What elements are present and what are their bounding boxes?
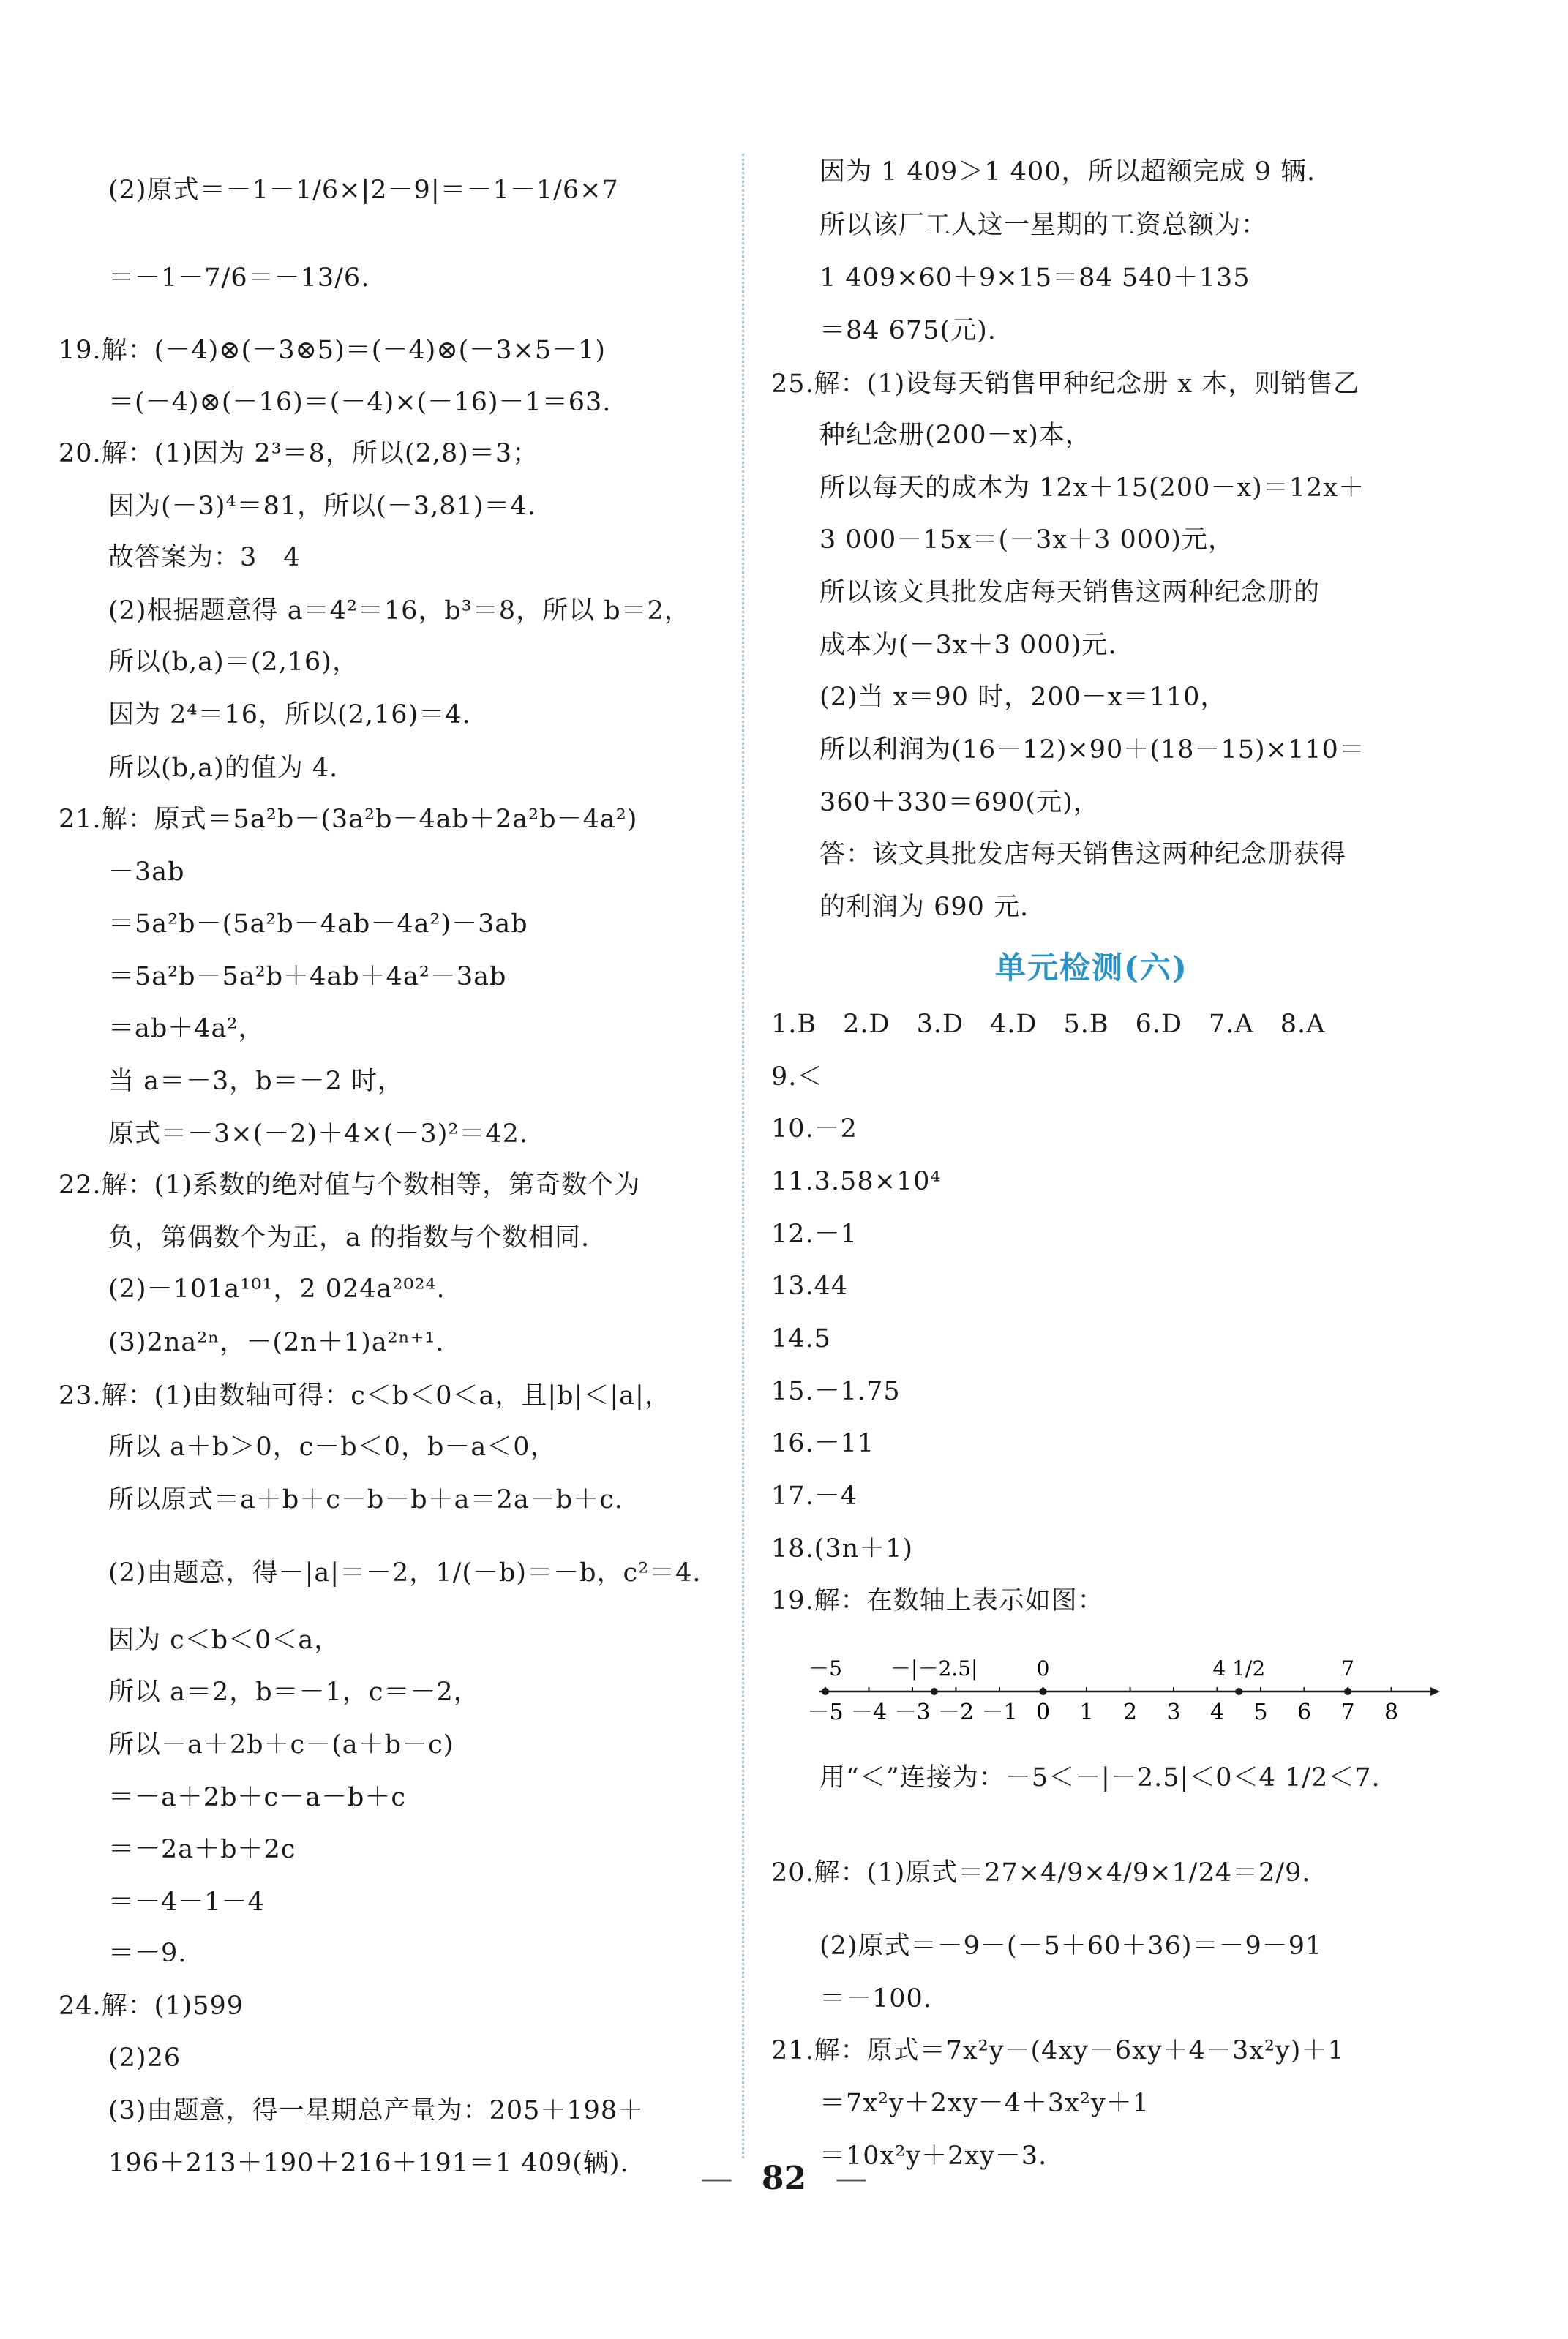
number-line-tick-label: 8: [1384, 1700, 1399, 1725]
answer-line: 因为 2⁴＝16，所以(2,16)＝4.: [108, 700, 471, 729]
answer-line: 所以 a＝2，b＝－1，c＝－2，: [108, 1678, 480, 1707]
answer-line: ＝－a＋2b＋c－a－b＋c: [108, 1783, 407, 1812]
number-line-point-label: 4 1/2: [1212, 1656, 1266, 1681]
answer-line: 12.－1: [771, 1220, 858, 1249]
number-line-point: [1235, 1688, 1242, 1695]
answer-line: 3 000－15x＝(－3x＋3 000)元，: [819, 525, 1234, 555]
answer-line: 当 a＝－3，b＝－2 时，: [108, 1067, 405, 1096]
answer-line: 所以(b,a)的值为 4.: [108, 754, 339, 783]
answer-line: 因为(－3)⁴＝81，所以(－3,81)＝4.: [108, 492, 536, 521]
answer-line: 所以每天的成本为 12x＋15(200－x)＝12x＋: [819, 473, 1365, 503]
answer-line: 20.解：(1)因为 2³＝8，所以(2,8)＝3；: [59, 439, 539, 468]
number-line-figure: [807, 1646, 1441, 1741]
answer-line: 17.－4: [771, 1482, 858, 1511]
number-line-tick-label: －3: [894, 1700, 931, 1725]
answer-line: 16.－11: [771, 1429, 875, 1458]
number-line-tick-label: －5: [807, 1700, 844, 1725]
answer-line: ＝ab＋4a²，: [108, 1014, 265, 1043]
number-line-point-label: －|－2.5|: [890, 1656, 978, 1681]
answer-line: (2)原式＝－1－1/6×|2－9|＝－1－1/6×7: [108, 176, 619, 205]
answer-line: (2)26: [108, 2043, 181, 2073]
answer-line: 1.B 2.D 3.D 4.D 5.B 6.D 7.A 8.A: [771, 1010, 1326, 1039]
answer-line: (2)由题意，得－|a|＝－2，1/(－b)＝－b，c²＝4.: [108, 1558, 702, 1588]
answer-line: ＝－1－7/6＝－13/6.: [108, 263, 370, 293]
answer-line: 所以(b,a)＝(2,16)，: [108, 647, 359, 677]
number-line-point-label: 7: [1341, 1656, 1354, 1681]
answer-line: 196＋213＋190＋216＋191＝1 409(辆).: [108, 2149, 629, 2178]
answer-line: 20.解：(1)原式＝27×4/9×4/9×1/24＝2/9.: [771, 1858, 1311, 1888]
column-divider: [742, 154, 744, 2158]
answer-line: －3ab: [108, 857, 185, 887]
answer-line: 用“＜”连接为：－5＜－|－2.5|＜0＜4 1/2＜7.: [819, 1763, 1381, 1792]
answer-line: 所以利润为(16－12)×90＋(18－15)×110＝: [819, 735, 1365, 765]
number-line-tick-label: 2: [1122, 1700, 1138, 1725]
answer-line: 的利润为 690 元.: [819, 893, 1029, 922]
number-line-point: [1344, 1688, 1351, 1695]
number-line-point: [1040, 1688, 1047, 1695]
answer-line: 21.解：原式＝7x²y－(4xy－6xy＋4－3x²y)＋1: [771, 2036, 1345, 2065]
answer-line: 25.解：(1)设每天销售甲种纪念册 x 本，则销售乙: [771, 369, 1360, 399]
number-line-tick-label: 6: [1297, 1700, 1312, 1725]
answer-line: ＝5a²b－(5a²b－4ab－4a²)－3ab: [108, 909, 528, 939]
number-line-tick-label: －2: [937, 1700, 975, 1725]
answer-line: 19.解：在数轴上表示如图：: [771, 1586, 1104, 1615]
answer-line: 10.－2: [771, 1114, 858, 1144]
number-line-tick-label: 0: [1035, 1700, 1051, 1725]
footer-dash-right: —: [835, 2160, 868, 2197]
answer-line: 24.解：(1)599: [59, 1991, 244, 2021]
number-line-point-label: 0: [1036, 1656, 1050, 1681]
answer-line: 15.－1.75: [771, 1377, 901, 1406]
answer-line: 故答案为：3 4: [108, 543, 301, 572]
answer-line: 22.解：(1)系数的绝对值与个数相等，第奇数个为: [59, 1171, 641, 1200]
answer-line: 21.解：原式＝5a²b－(3a²b－4ab＋2a²b－4a²): [59, 805, 638, 834]
answer-line: 360＋330＝690(元)，: [819, 788, 1100, 817]
answer-line: 因为 c＜b＜0＜a，: [108, 1626, 341, 1655]
number-line-tick-label: 1: [1079, 1700, 1094, 1725]
answer-line: (3)2na²ⁿ，－(2n＋1)a²ⁿ⁺¹.: [108, 1328, 445, 1357]
answer-line: ＝(－4)⊗(－16)＝(－4)×(－16)－1＝63.: [108, 388, 612, 417]
answer-line: ＝－2a＋b＋2c: [108, 1835, 296, 1864]
answer-line: ＝－100.: [819, 1984, 932, 2013]
answer-line: ＝－9.: [108, 1939, 187, 1968]
answer-line: 所以该文具批发店每天销售这两种纪念册的: [819, 578, 1321, 607]
number-line-tick-label: 3: [1166, 1700, 1181, 1725]
answer-line: 9.＜: [771, 1062, 824, 1092]
answer-line: 所以－a＋2b＋c－(a＋b－c): [108, 1730, 454, 1760]
answer-line: 23.解：(1)由数轴可得：c＜b＜0＜a，且|b|＜|a|，: [59, 1381, 671, 1411]
answer-line: ＝10x²y＋2xy－3.: [819, 2141, 1048, 2171]
answer-line: 答：该文具批发店每天销售这两种纪念册获得: [819, 840, 1347, 869]
number-line-tick-label: 4: [1209, 1700, 1225, 1725]
answer-line: 负，第偶数个为正，a 的指数与个数相同.: [108, 1223, 590, 1253]
answer-line: ＝－4－1－4: [108, 1888, 265, 1917]
answer-line: 成本为(－3x＋3 000)元.: [819, 631, 1117, 660]
answer-line: 因为 1 409＞1 400，所以超额完成 9 辆.: [819, 157, 1316, 187]
answer-line: 1 409×60＋9×15＝84 540＋135: [819, 263, 1250, 293]
page-number-footer: [0, 2160, 1568, 2197]
answer-line: (2)当 x＝90 时，200－x＝110，: [819, 683, 1227, 712]
footer-dash-left: —: [700, 2160, 733, 2197]
section-heading: 单元检测(六): [995, 950, 1188, 985]
answer-line: 所以原式＝a＋b＋c－b－b＋a＝2a－b＋c.: [108, 1485, 623, 1514]
answer-line: 11.3.58×10⁴: [771, 1167, 942, 1196]
answer-line: (2)－101a¹⁰¹，2 024a²⁰²⁴.: [108, 1274, 446, 1304]
answer-line: ＝5a²b－5a²b＋4ab＋4a²－3ab: [108, 962, 507, 991]
number-line-point-label: －5: [809, 1656, 842, 1681]
answer-line: 19.解：(－4)⊗(－3⊗5)＝(－4)⊗(－3×5－1): [59, 336, 607, 365]
answer-line: (3)由题意，得一星期总产量为：205＋198＋: [108, 2096, 645, 2125]
number-line-tick-label: －4: [850, 1700, 888, 1725]
answer-line: ＝7x²y＋2xy－4＋3x²y＋1: [819, 2089, 1149, 2118]
answer-line: 13.44: [771, 1272, 849, 1301]
answer-line: 18.(3n＋1): [771, 1534, 914, 1563]
answer-line: 14.5: [771, 1324, 831, 1354]
number-line-tick-label: －1: [981, 1700, 1018, 1725]
answer-line: 所以该厂工人这一星期的工资总额为：: [819, 211, 1268, 240]
number-line-arrow: [1430, 1687, 1440, 1696]
page-number: 82: [761, 2160, 807, 2197]
answer-line: ＝84 675(元).: [819, 316, 997, 345]
answer-line: 原式＝－3×(－2)＋4×(－3)²＝42.: [108, 1119, 529, 1149]
answer-line: 种纪念册(200－x)本，: [819, 421, 1092, 450]
number-line-tick-label: 7: [1340, 1700, 1355, 1725]
answer-line: (2)根据题意得 a＝4²＝16，b³＝8，所以 b＝2，: [108, 596, 691, 626]
number-line-point: [822, 1688, 829, 1695]
number-line-tick-label: 5: [1253, 1700, 1268, 1725]
answer-line: 所以 a＋b＞0，c－b＜0，b－a＜0，: [108, 1433, 557, 1462]
number-line-point: [931, 1688, 938, 1695]
answer-line: (2)原式＝－9－(－5＋60＋36)＝－9－91: [819, 1931, 1323, 1961]
